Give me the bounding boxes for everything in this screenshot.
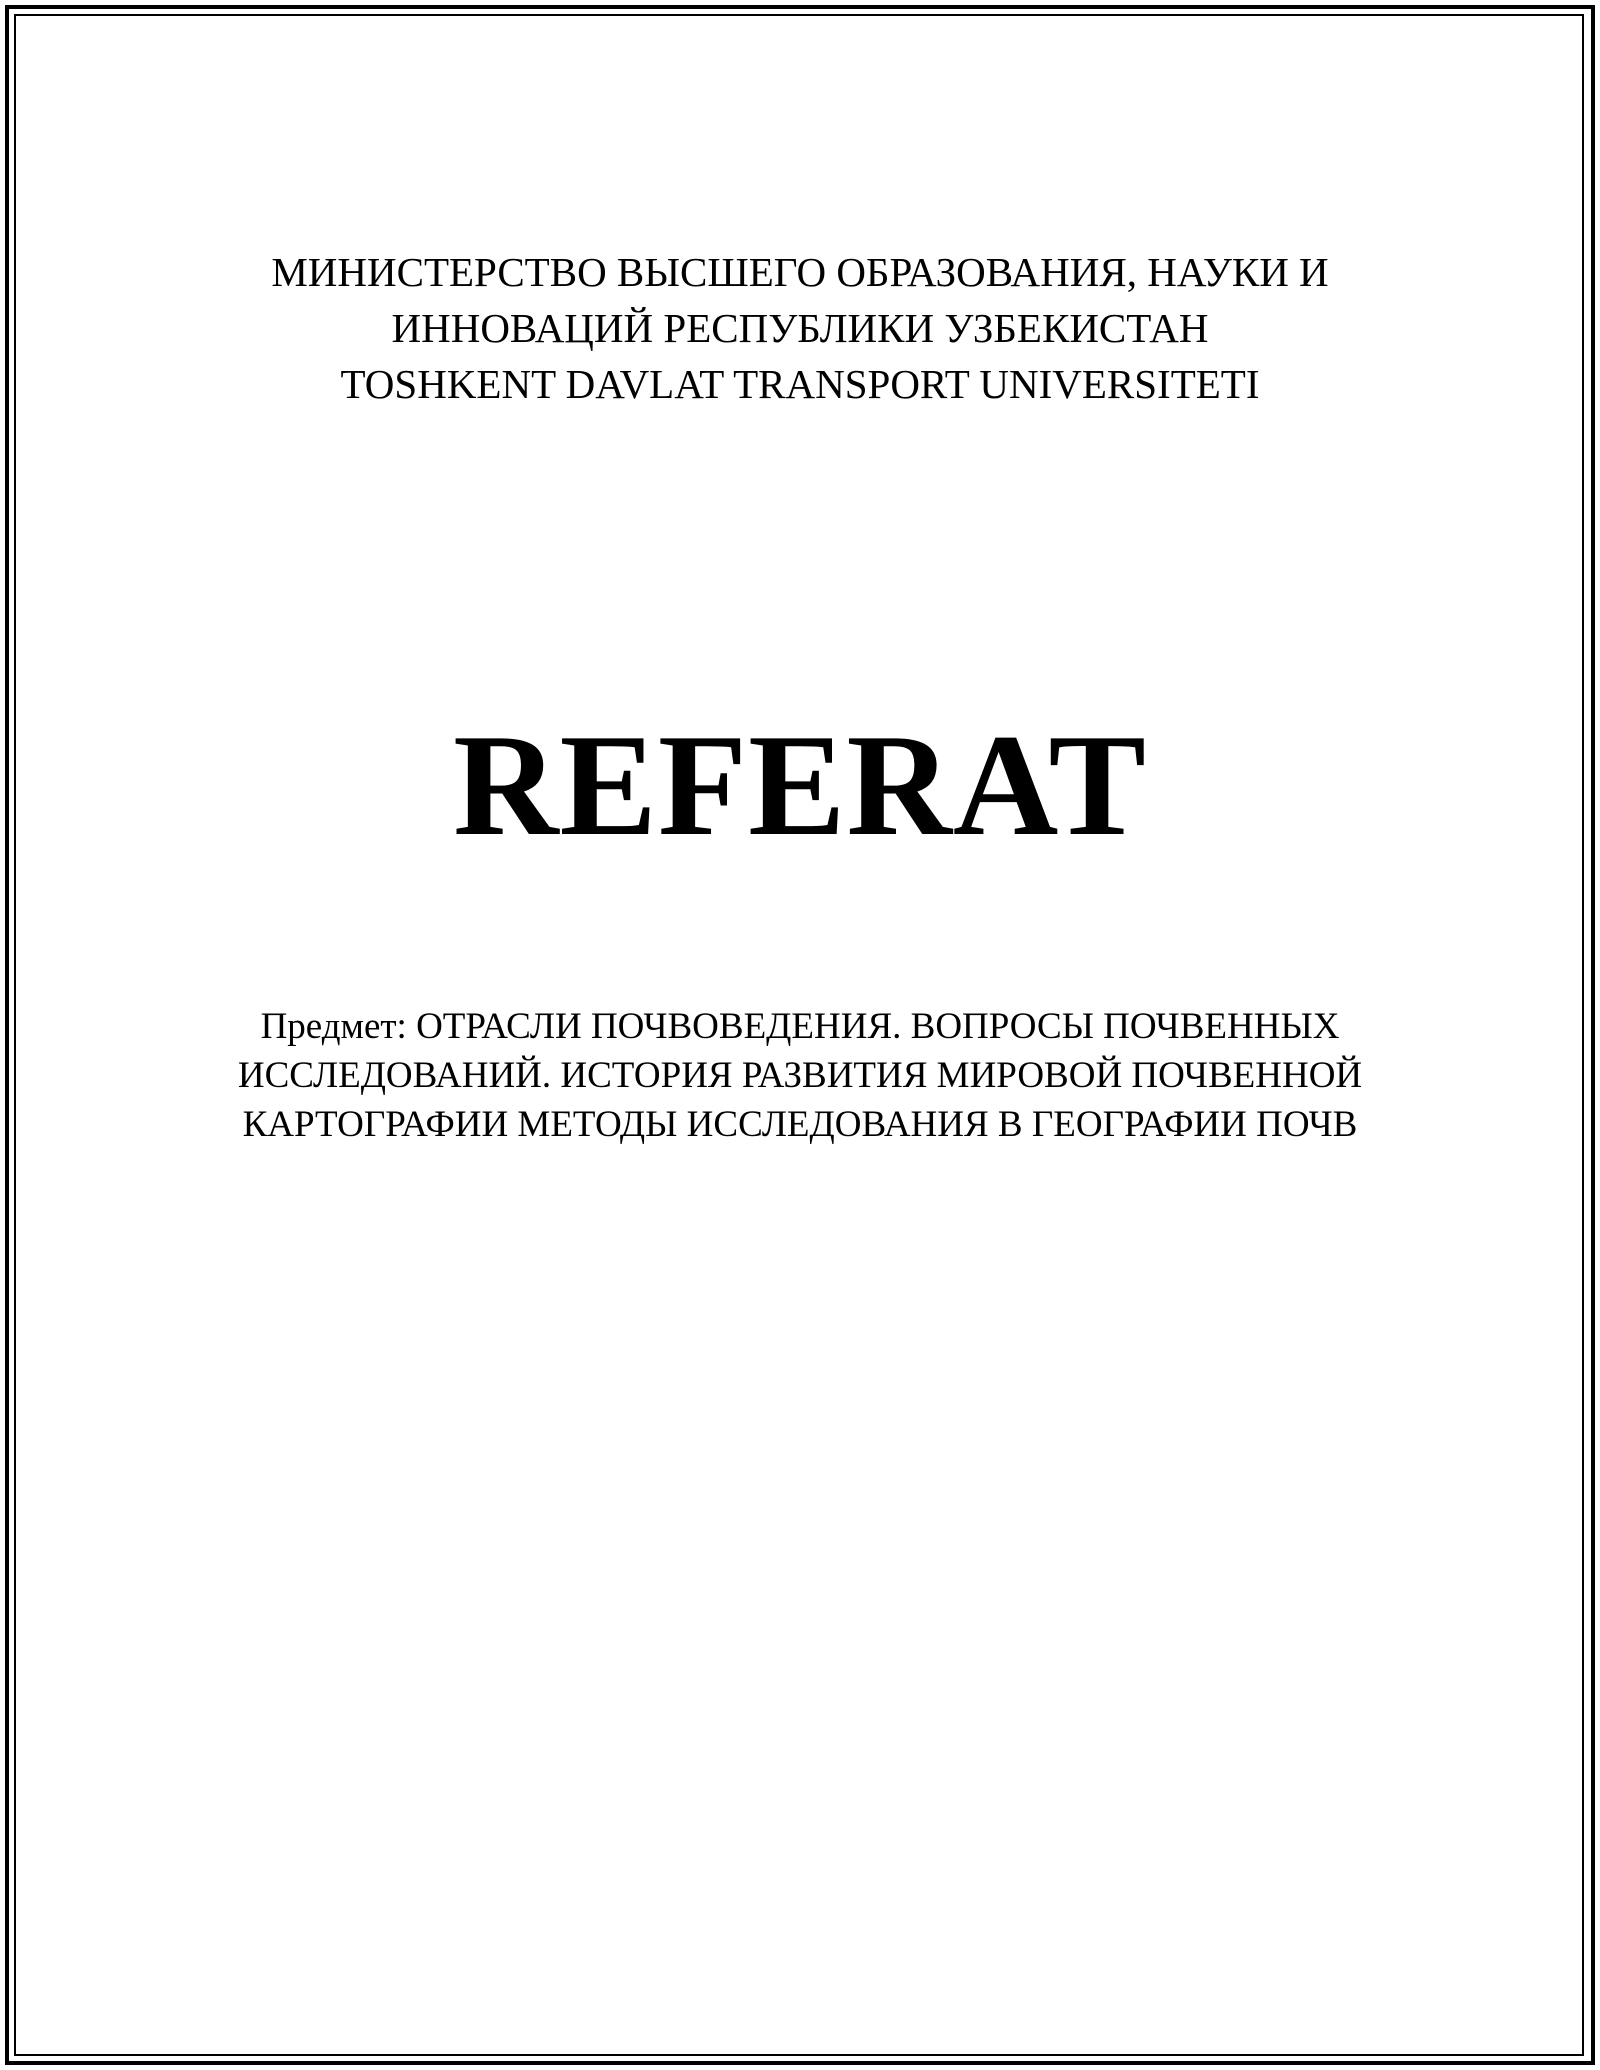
subject-line-1: Предмет: ОТРАСЛИ ПОЧВОВЕДЕНИЯ. ВОПРОСЫ ПОЧВЕННЫХ bbox=[260, 1006, 1340, 1047]
university-name: TOSHKENT DAVLAT TRANSPORT UNIVERSITETI bbox=[340, 361, 1260, 407]
institution-header bbox=[0, 244, 1600, 412]
document-title: REFERAT bbox=[453, 704, 1147, 866]
ministry-line-1: МИНИСТЕРСТВО ВЫСШЕГО ОБРАЗОВАНИЯ, НАУКИ И bbox=[271, 249, 1329, 295]
subject-block bbox=[0, 1002, 1600, 1149]
ministry-line-2: ИННОВАЦИЙ РЕСПУБЛИКИ УЗБЕКИСТАН bbox=[391, 305, 1209, 351]
subject-line-2: ИССЛЕДОВАНИЙ. ИСТОРИЯ РАЗВИТИЯ МИРОВОЙ ПОЧВЕННОЙ bbox=[237, 1055, 1363, 1096]
subject-line-3: КАРТОГРАФИИ МЕТОДЫ ИССЛЕДОВАНИЯ В ГЕОГРАФИИ ПОЧВ bbox=[242, 1104, 1358, 1145]
